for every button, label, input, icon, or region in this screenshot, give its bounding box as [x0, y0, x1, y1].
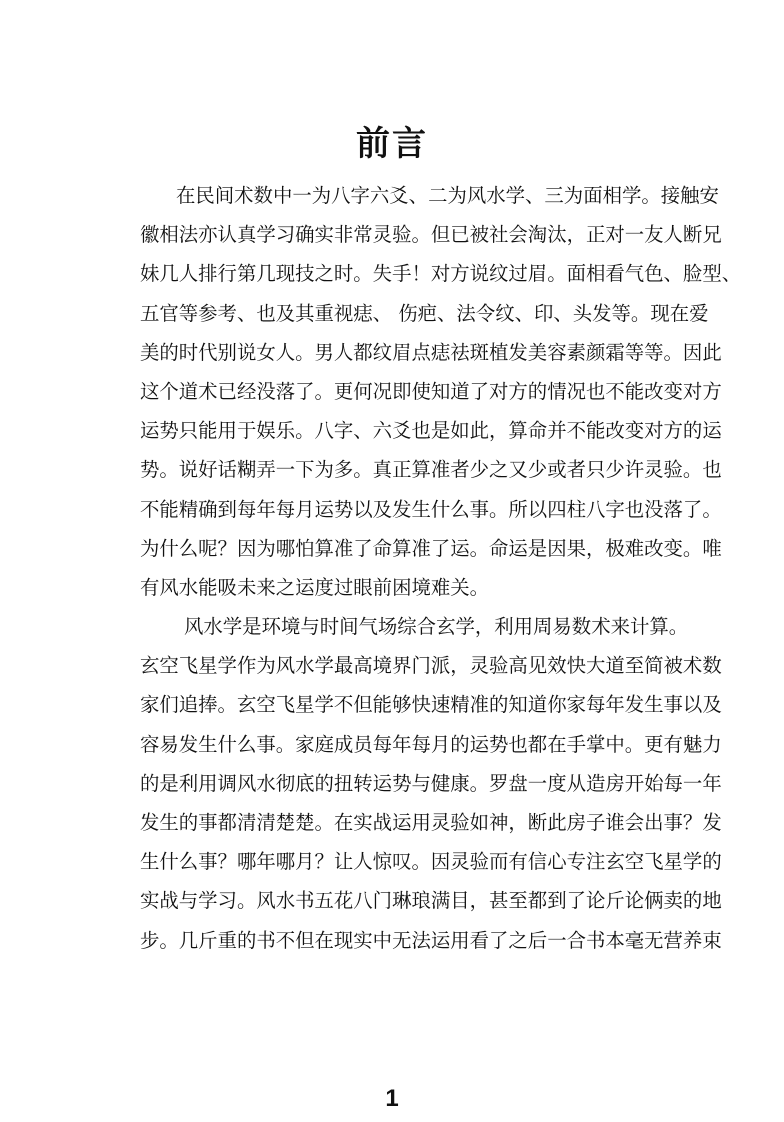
text-line: 实战与学习。风水书五花八门琳琅满目，甚至都到了论斤论俩卖的地 — [140, 889, 722, 913]
text-line: 在民间术数中一为八字六爻、二为风水学、三为面相学。接触安 — [176, 184, 719, 207]
text-line: 势。说好话糊弄一下为多。真正算准者少之又少或者只少许灵验。也 — [140, 458, 722, 482]
text-line: 家们追捧。玄空飞星学不但能够快速精准的知道你家每年发生事以及 — [140, 693, 722, 717]
text-line: 为什么呢？因为哪怕算准了命算准了运。命运是因果，极难改变。唯 — [140, 536, 722, 560]
text-line: 玄空飞星学作为风水学最高境界门派，灵验高见效快大道至简被术数 — [140, 654, 722, 678]
text-line: 发生的事都清清楚楚。在实战运用灵验如神，断此房子谁会出事？发 — [140, 811, 722, 834]
text-line: 五官等参考、也及其重视痣、 伤疤、法令纹、印、头发等。现在爱 — [140, 301, 709, 325]
text-line: 生什么事？哪年哪月？让人惊叹。因灵验而有信心专注玄空飞星学的 — [140, 850, 722, 874]
text-line: 徽相法亦认真学习确实非常灵验。但已被社会淘汰，正对一友人断兄 — [140, 223, 722, 247]
text-line: 这个道术已经没落了。更何况即使知道了对方的情况也不能改变对方 — [140, 379, 722, 403]
text-line: 美的时代别说女人。男人都纹眉点痣祛斑植发美容素颜霜等等。因此 — [140, 340, 722, 364]
text-line: 妹几人排行第几现技之时。失手！对方说纹过眉。面相看气色、脸型、 — [140, 262, 742, 286]
text-line: 运势只能用于娱乐。八字、六爻也是如此，算命并不能改变对方的运 — [140, 419, 722, 443]
page-title: 前言 — [356, 124, 428, 164]
page-number: 1 — [385, 1085, 399, 1112]
text-line: 风水学是环境与时间气场综合玄学，利用周易数术来计算。 — [184, 615, 689, 639]
text-line: 步。几斤重的书不但在现实中无法运用看了之后一合书本毫无营养束 — [140, 928, 722, 952]
text-line: 有风水能吸未来之运度过眼前困境难关。 — [140, 575, 490, 599]
text-line: 不能精确到每年每月运势以及发生什么事。所以四柱八字也没落了。 — [140, 497, 722, 521]
text-line: 容易发生什么事。家庭成员每年每月的运势也都在手掌中。更有魅力 — [140, 732, 722, 756]
body-text — [140, 176, 742, 960]
text-line: 的是利用调风水彻底的扭转运势与健康。罗盘一度从造房开始每一年 — [140, 771, 722, 795]
